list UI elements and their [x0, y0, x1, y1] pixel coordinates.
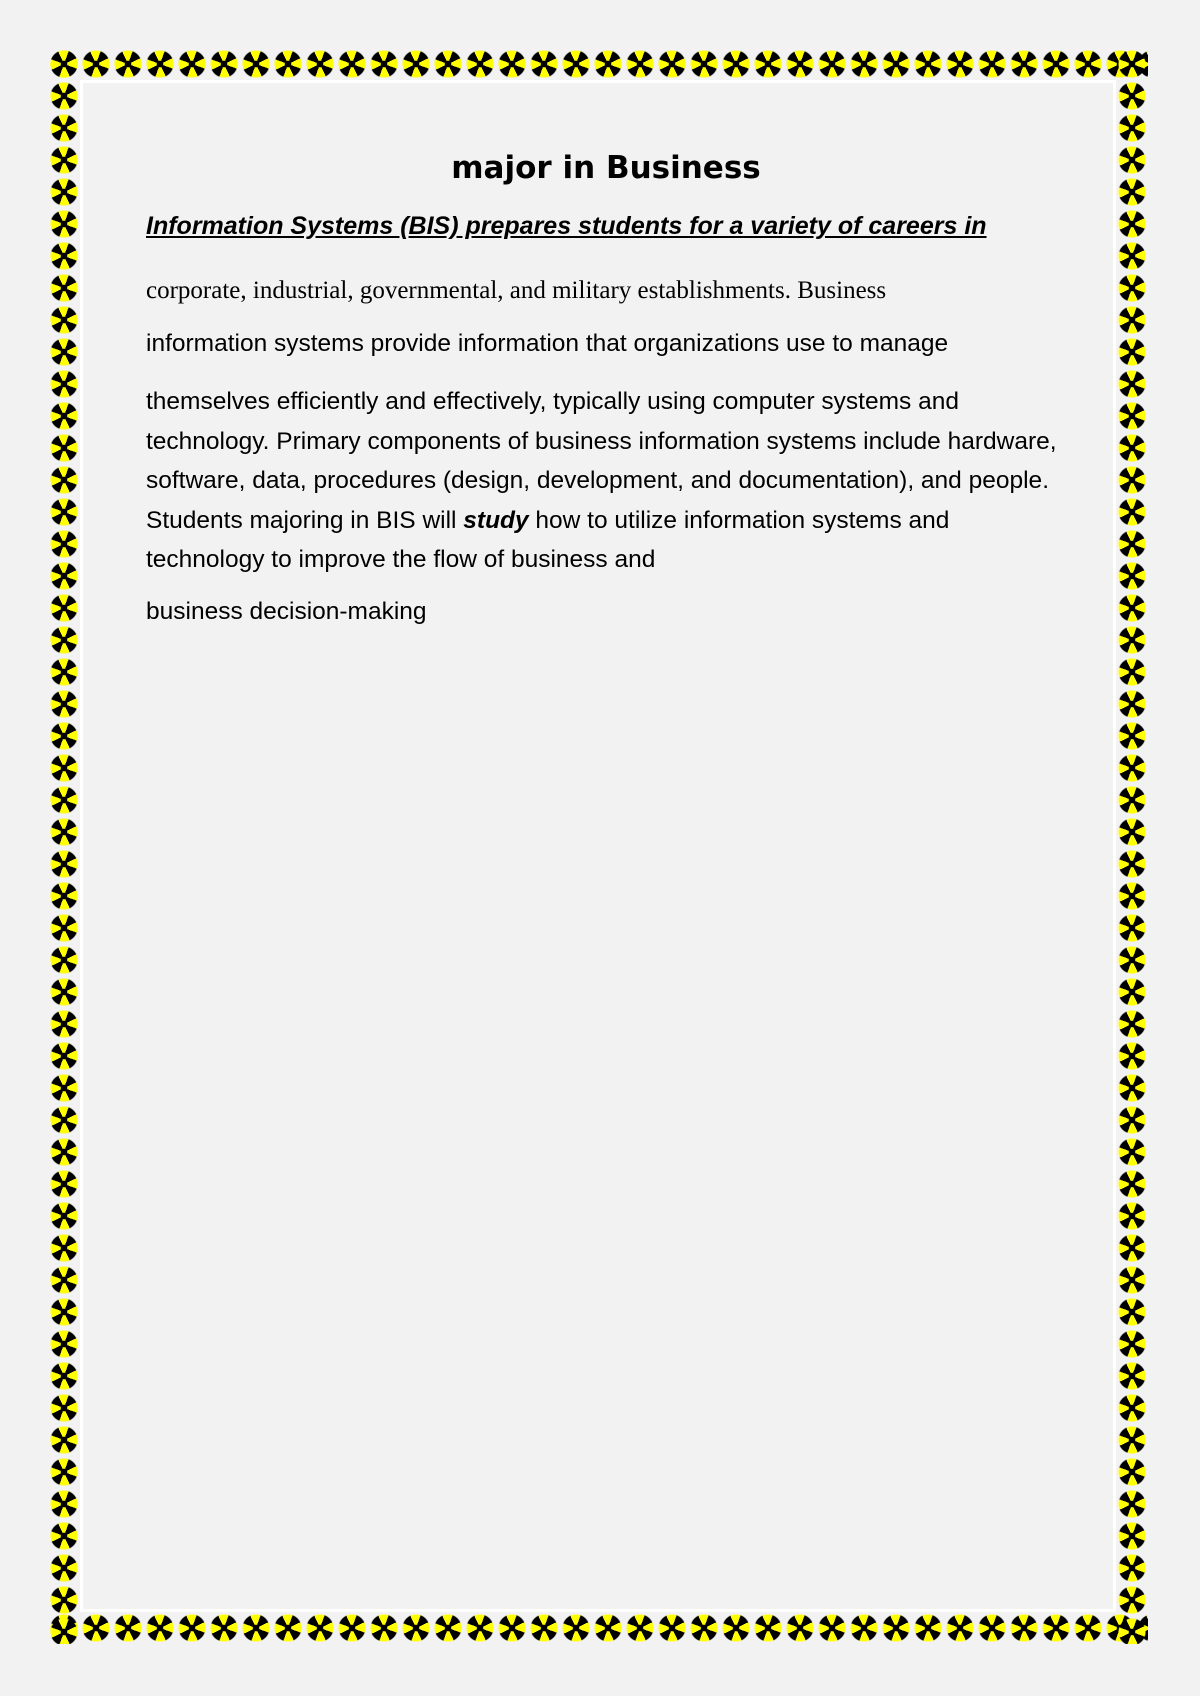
document-body	[146, 150, 1057, 626]
subtitle-heading: Information Systems (BIS) prepares students for a variety of careers in	[146, 212, 987, 240]
emphasis-study: study	[463, 506, 529, 534]
decorative-border-right	[1116, 48, 1148, 1644]
page-title: major in Business	[451, 150, 761, 186]
body-paragraph	[146, 382, 1066, 580]
paragraph-text-start: themselves efficiently and effectively, typically using computer systems and technology. Primary components of business information systems include hardware, software, data, procedures (design, development, and documentation), and people. Students majoring in BIS will	[146, 388, 1057, 534]
decorative-border-bottom	[48, 1612, 1148, 1644]
decorative-border-left	[48, 48, 80, 1644]
body-line-2: information systems provide information that organizations use to manage	[146, 330, 949, 357]
body-line-1: corporate, industrial, governmental, and military establishments. Business	[146, 277, 887, 304]
paragraph-text-end: how to utilize information systems and technology to improve the flow of business and	[146, 506, 950, 573]
decorative-border-top	[48, 48, 1148, 80]
body-last-line: business decision-making	[146, 597, 427, 625]
